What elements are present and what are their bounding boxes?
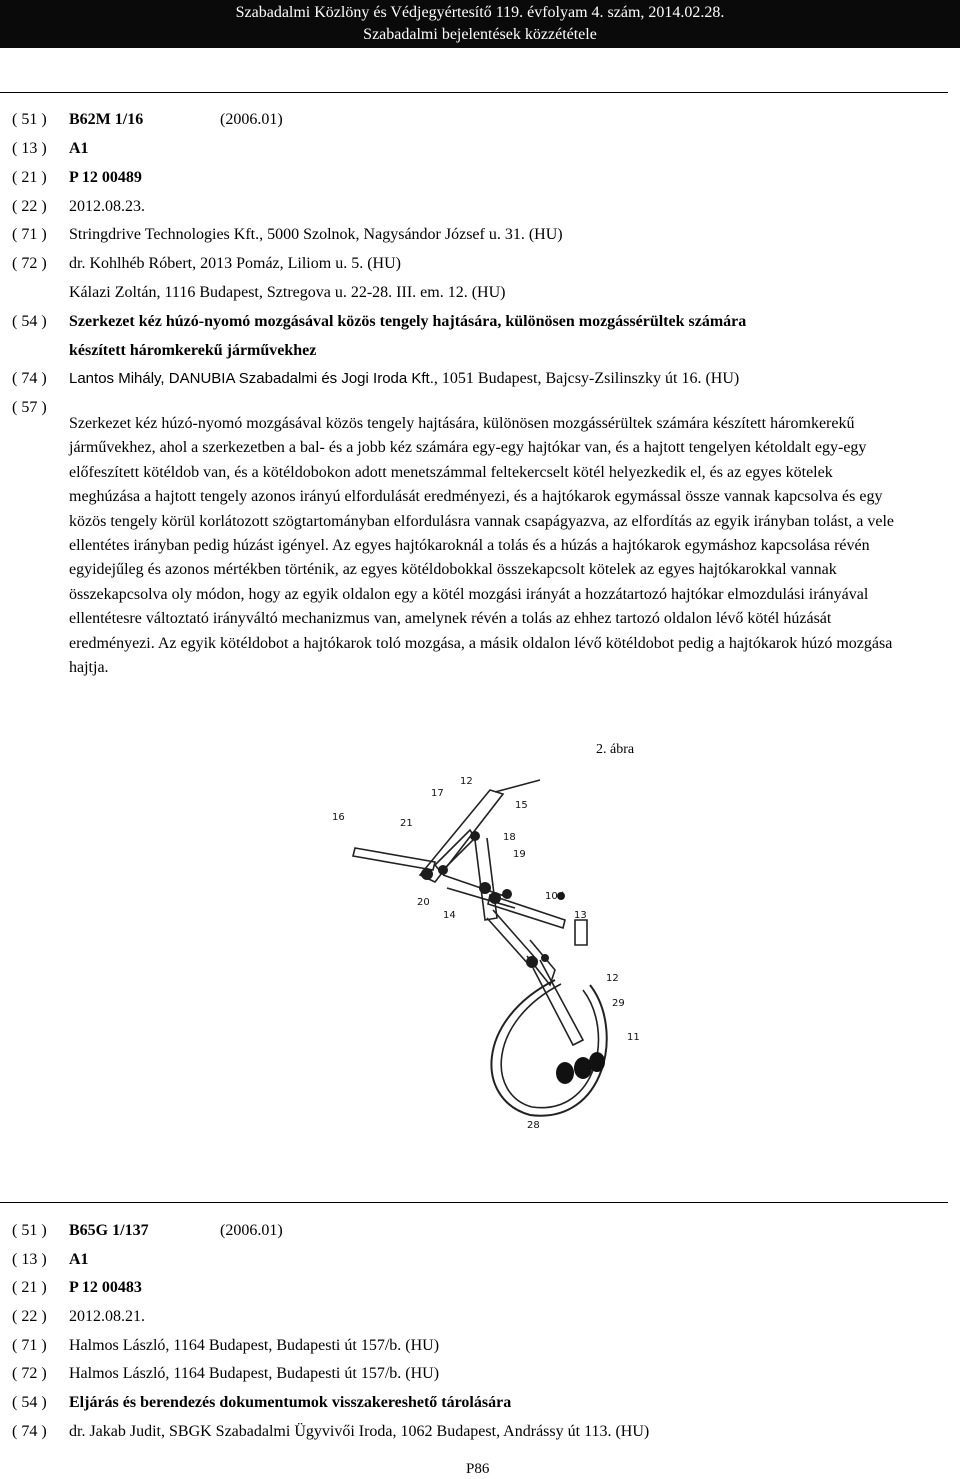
inventor: dr. Kohlhéb Róbert, 2013 Pomáz, Liliom u. 5. (HU) <box>69 255 401 272</box>
header-title: Szabadalmi Közlöny és Védjegyértesítő 119. évfolyam 4. szám, 2014.02.28. <box>235 4 725 21</box>
figure-label: 16 <box>332 812 345 823</box>
figure-label: 19 <box>513 849 526 860</box>
ipc-date: (2006.01) <box>220 1222 283 1239</box>
figure-label: 10d <box>545 891 565 902</box>
inventor: Kálazi Zoltán, 1116 Budapest, Sztregova u. 22-28. III. em. 12. (HU) <box>69 284 506 301</box>
invention-title: Eljárás és berendezés dokumentumok visszakereshető tárolására <box>69 1394 512 1411</box>
ipc-date: (2006.01) <box>220 111 283 128</box>
inventor: Halmos László, 1164 Budapest, Budapesti út 157/b. (HU) <box>69 1365 440 1382</box>
filing-date: 2012.08.21. <box>69 1308 145 1325</box>
figure-label: 28 <box>527 1120 540 1130</box>
header-subtitle: Szabadalmi bejelentések közzététele <box>363 26 597 43</box>
applicant: Stringdrive Technologies Kft., 5000 Szolnok, Nagysándor József u. 31. (HU) <box>69 226 563 243</box>
invention-title: Szerkezet kéz húzó-nyomó mozgásával közös tengely hajtására, különösen mozgássérültek számára <box>69 313 747 330</box>
patent-figure-drawing <box>325 770 645 1130</box>
ipc-class: B65G 1/137 <box>69 1222 149 1239</box>
figure-label: 29 <box>612 998 625 1009</box>
invention-title: készített háromkerekű járművekhez <box>69 342 317 359</box>
handle-left <box>353 848 435 870</box>
figure-label: 14 <box>443 910 456 921</box>
application-number: P 12 00483 <box>69 1279 142 1296</box>
figure-label: 13 <box>574 910 587 921</box>
separator-middle <box>0 1202 948 1203</box>
figure-caption: 2. ábra <box>596 742 635 757</box>
figure-label: 18 <box>503 832 516 843</box>
page-number: P86 <box>466 1461 490 1477</box>
kind-code: A1 <box>69 140 89 157</box>
abstract-text: Szerkezet kéz húzó-nyomó mozgásával közös tengely hajtására, különösen mozgássérültek számára készített háromkerekű járművekhez, ahol a szerkezetben a bal- és a jobb kéz számára egy-egy hajtókar van, és a hajtott tengelyen kétoldalt egy-egy előfeszített kötéldob van, és a kötéldobokon adott menetszámmal feltekercselt kötél helyezkedik el, és az egyes kötelek meghúzása a hajtott tengely azonos irányú elfordulását eredményezi, és a hajtókarok egymással össze vannak kapcsolva és egy közös tengely körül korlátozott szögtartományban elfordulásra vannak csapágyazva, az elfordítás az egyik irányban tolást, a vele ellentétes irányban pedig húzást igényel. Az egyes hajtókaroknál a tolás és a húzás a hajtókarok egymáshoz kapcsolása révén egyidejűleg és azonos mértékben történik, az egyes kötéldobokkal összekapcsolt kötelek az egyes hajtókarokkal vannak összekapcsolva oly módon, hogy az egyik oldalon egy a kötél mozgási irányát a hozzátartozó hajtókar elmozdulási irányával ellentétesre változtató irányváltó mechanizmus van, amelynek révén a tolás az ehhez tartozó oldalon lévő kötél húzását eredményezi. Az egyik kötéldobot a hajtókarok toló mozgása, a másik oldalon lévő kötéldobot pedig a hajtókarok húzó mozgása hajtja. <box>69 415 895 677</box>
figure-label: 20 <box>417 897 430 908</box>
application-number: P 12 00489 <box>69 169 142 186</box>
applicant: Halmos László, 1164 Budapest, Budapesti út 157/b. (HU) <box>69 1337 440 1354</box>
figure-label: 12 <box>460 776 473 787</box>
figure-label: 15 <box>515 800 528 811</box>
agent: dr. Jakab Judit, SBGK Szabadalmi Ügyvivői Iroda, 1062 Budapest, Andrássy út 113. (HU) <box>69 1423 650 1440</box>
kind-code: A1 <box>69 1251 89 1268</box>
publication-header <box>0 0 960 48</box>
figure-label: 12 <box>606 973 619 984</box>
figure-label: 21 <box>400 818 413 829</box>
agent: Lantos Mihály, DANUBIA Szabadalmi és Jogi Iroda Kft., 1051 Budapest, Bajcsy-Zsilinszky út 16. (HU) <box>69 370 740 387</box>
figure-label: 11 <box>627 1032 640 1043</box>
joint-nodes <box>421 831 565 968</box>
separator-top <box>0 92 948 93</box>
filing-date: 2012.08.23. <box>69 198 145 215</box>
figure-label: 17 <box>431 788 444 799</box>
ipc-class: B62M 1/16 <box>69 111 144 128</box>
